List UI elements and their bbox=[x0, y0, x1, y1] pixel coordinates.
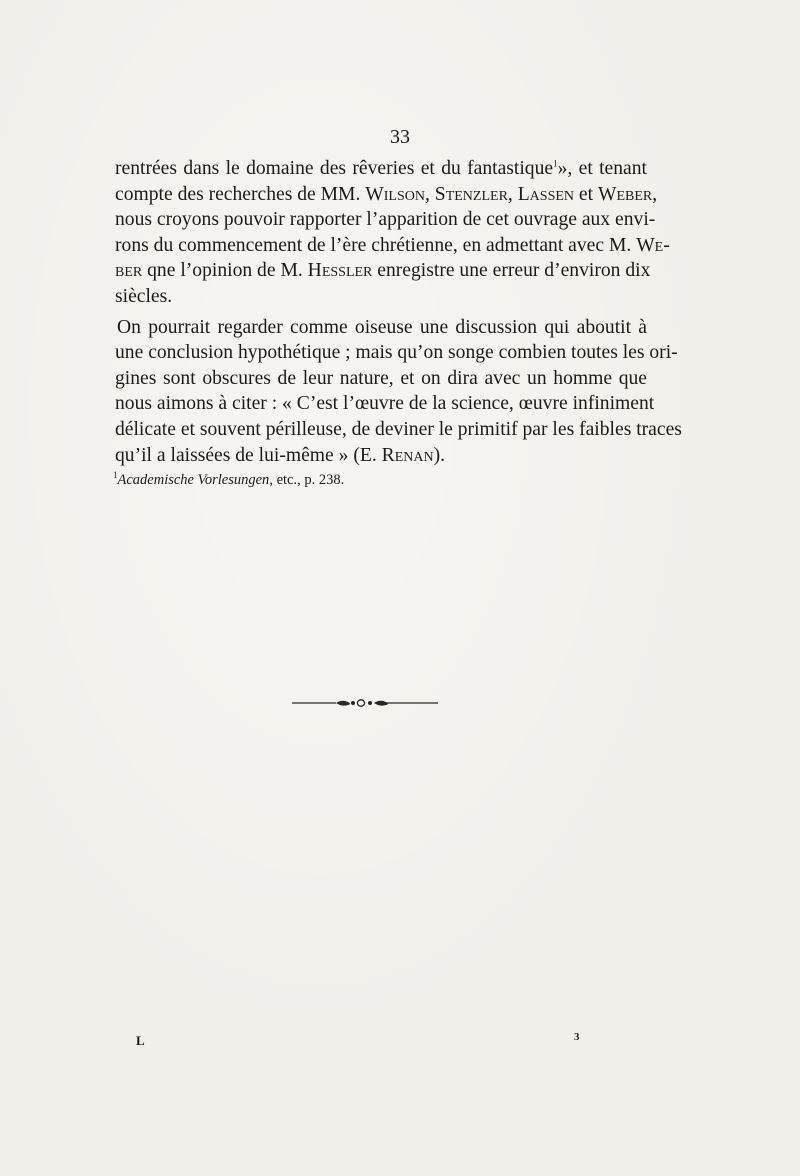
text-line: nous croyons pouvoir rapporter l’apparition de cet ouvrage aux envi- bbox=[115, 209, 656, 231]
body-text bbox=[115, 156, 682, 468]
text-span: compte des recherches de MM. bbox=[115, 183, 366, 205]
name-wilson: Wilson bbox=[365, 183, 425, 205]
text-span: rons du commencement de l’ère chrétienne, en admettant avec M. bbox=[115, 234, 637, 256]
footnote-title: Academische Vorlesungen bbox=[117, 472, 270, 488]
name-weber-part2: ber bbox=[115, 260, 143, 282]
ornamental-divider bbox=[290, 694, 440, 712]
paragraph-1 bbox=[115, 156, 670, 310]
text-line bbox=[115, 156, 647, 182]
text-line bbox=[115, 182, 658, 208]
footnote-reference: 1 bbox=[553, 158, 558, 169]
text-span: qne l’opinion de M. bbox=[142, 260, 308, 282]
text-line: nous aimons à citer : « C’est l’œuvre de la science, œuvre infiniment bbox=[115, 393, 655, 415]
text-line: gines sont obscures de leur nature, et on dira avec un homme que bbox=[115, 367, 647, 389]
text-span: qu’il a laissées de lui-même » (E. bbox=[115, 444, 382, 466]
text-span: ). bbox=[433, 444, 446, 466]
paragraph-2 bbox=[115, 315, 682, 469]
text-line bbox=[115, 443, 647, 469]
text-span: », et tenant bbox=[557, 158, 647, 179]
text-span: rentrées dans le domaine des rêveries et du fantastique bbox=[115, 158, 554, 179]
text-span: , bbox=[425, 183, 435, 205]
name-lassen: Lassen bbox=[517, 183, 575, 205]
text-line bbox=[115, 258, 651, 284]
text-span: enregistre une erreur d’environ dix bbox=[372, 260, 651, 282]
name-weber-part1: We- bbox=[636, 234, 670, 256]
text-line: siècles. bbox=[115, 285, 173, 307]
name-renan: Renan bbox=[381, 444, 434, 466]
text-line bbox=[115, 233, 670, 259]
footnote-marker: 1 bbox=[113, 470, 118, 481]
text-span: , bbox=[652, 183, 658, 205]
footnote bbox=[113, 472, 344, 489]
name-stenzler: Stenzler bbox=[434, 183, 508, 205]
signature-number: 3 bbox=[574, 1031, 580, 1043]
text-span: , bbox=[507, 183, 518, 205]
page-number: 33 bbox=[390, 126, 410, 148]
signature-mark: L bbox=[136, 1033, 145, 1048]
text-line: On pourrait regarder comme oiseuse une discussion qui aboutit à bbox=[117, 316, 647, 338]
name-weber: Weber bbox=[597, 183, 653, 205]
text-span: et bbox=[574, 183, 598, 205]
text-line: une conclusion hypothétique ; mais qu’on songe combien toutes les ori- bbox=[115, 342, 678, 364]
text-line: délicate et souvent périlleuse, de deviner le primitif par les faibles traces bbox=[115, 418, 682, 440]
name-hessler: Hessler bbox=[307, 260, 373, 282]
footnote-citation: , etc., p. 238. bbox=[269, 472, 345, 488]
